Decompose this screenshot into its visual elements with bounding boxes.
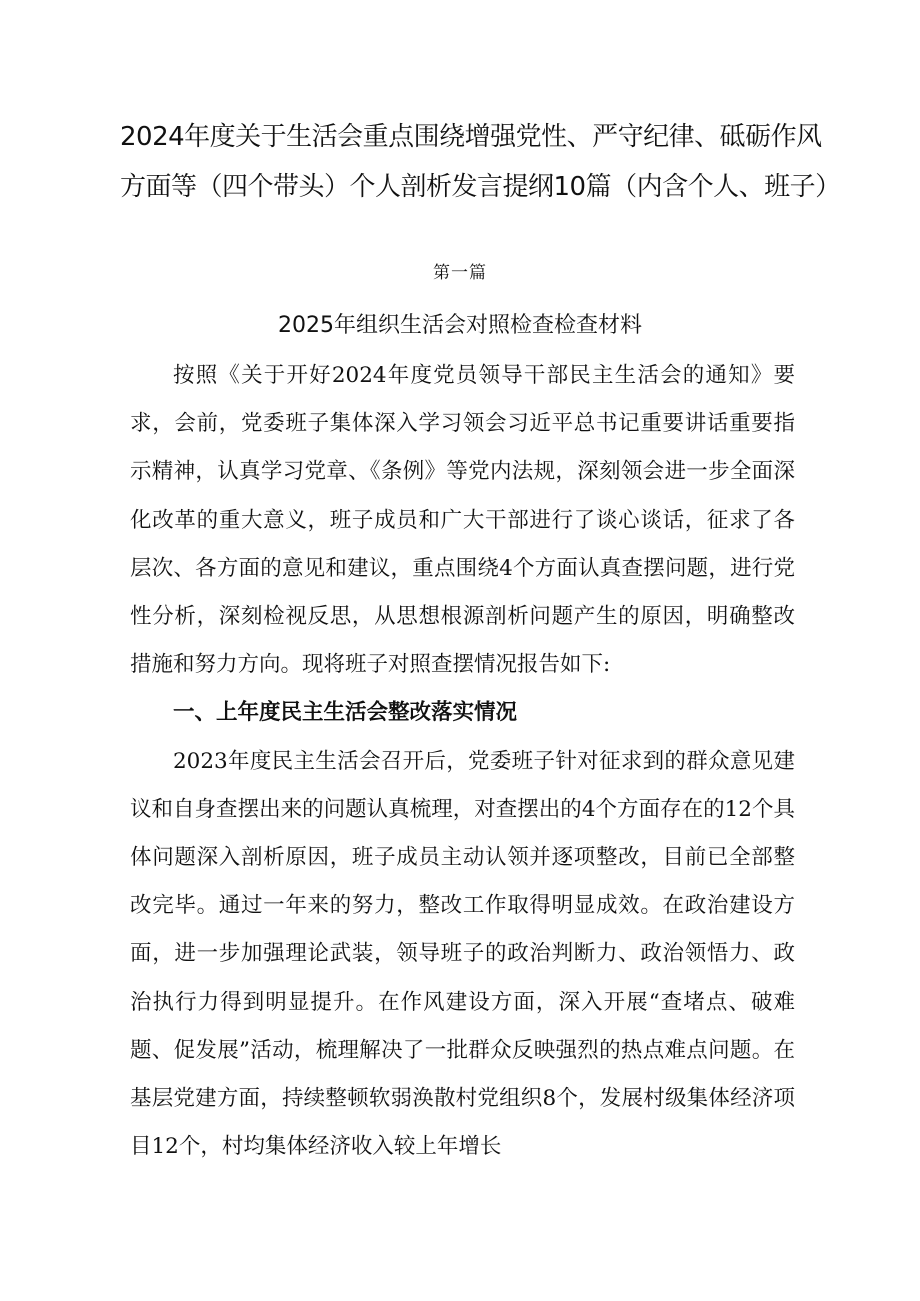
section-subtitle: 2025年组织生活会对照检查检查材料 [278, 313, 642, 338]
document-title-line-1: 2024年度关于生活会重点围绕增强党性、严守纪律、砥砺作风 [120, 122, 822, 152]
section-heading: 一、上年度民主生活会整改落实情况 [173, 700, 518, 726]
document-body [130, 352, 795, 1171]
body-paragraph: 2023年度民主生活会召开后，党委班子针对征求到的群众意见建议和自身查摆出来的问题认真梳理，对查摆出的4个方面存在的12个具体问题深入剖析原因，班子成员主动认领并逐项整改，目前已全部整改完毕。通过一年来的努力，整改工作取得明显成效。在政治建设方面，进一步加强理论武装，领导班子的政治判断力、政治领悟力、政治执行力得到明显提升。在作风建设方面，深入开展“查堵点、破难题、促发展”活动，梳理解决了一批群众反映强烈的热点难点问题。在基层党建方面，持续整顿软弱涣散村党组织8个，发展村级集体经济项目12个，村均集体经济收入较上年增长 [130, 748, 795, 1160]
intro-paragraph: 按照《关于开好2024年度党员领导干部民主生活会的通知》要求，会前，党委班子集体深入学习领会习近平总书记重要讲话重要指示精神，认真学习党章、《条例》等党内法规，深刻领会进一步全面深化改革的重大意义，班子成员和广大干部进行了谈心谈话，征求了各层次、各方面的意见和建议，重点围绕4个方面认真查摆问题，进行党性分析，深刻检视反思，从思想根源剖析问题产生的原因，明确整改措施和努力方向。现将班子对照查摆情况报告如下: [130, 363, 795, 678]
document-title [120, 112, 841, 212]
section-label: 第一篇 [433, 263, 487, 283]
document-title-line-2: 方面等（四个带头）个人剖析发言提纲10篇（内含个人、班子） [120, 172, 841, 202]
